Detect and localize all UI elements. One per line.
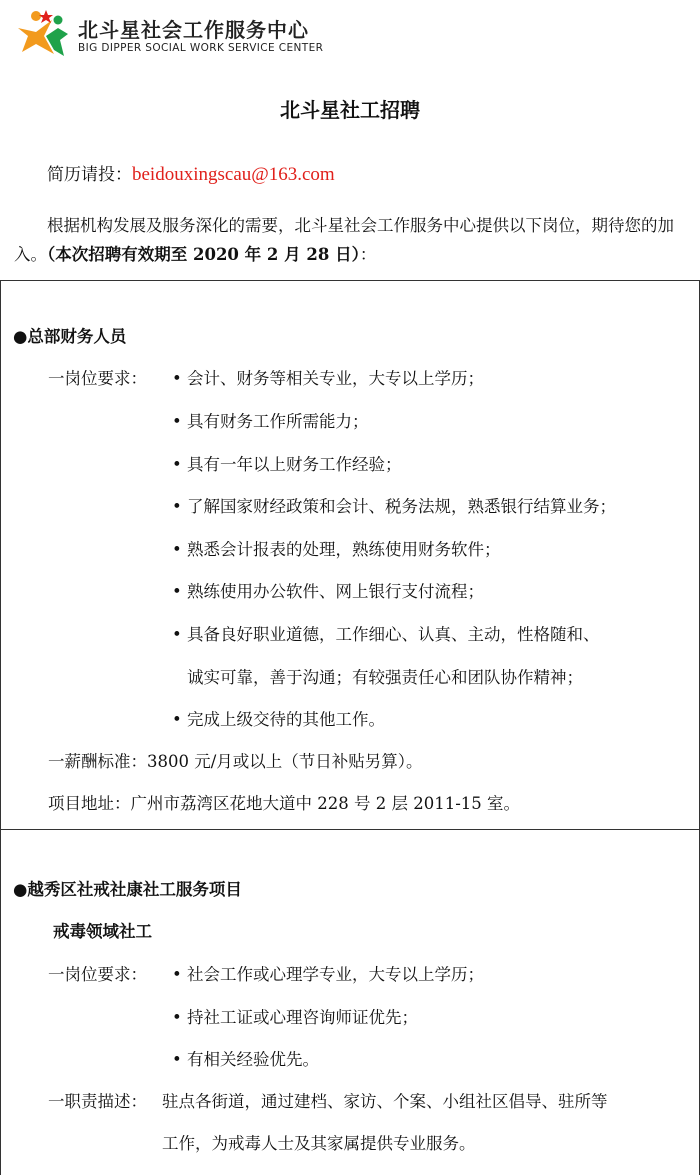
star-figures-logo-icon (14, 6, 70, 62)
section-heading: ●总部财务人员 (13, 327, 127, 346)
requirements-label: 一岗位要求： (48, 965, 147, 984)
intro-tail: ： (359, 245, 377, 264)
org-logo (14, 6, 374, 62)
requirement-item: • 持社工证或心理咨询师证优先； (172, 1008, 418, 1027)
section-yuexiu-project (0, 829, 700, 1175)
address-line: 项目地址：广州市荔湾区花地大道中 228 号 2 层 2011-15 室。 (48, 794, 521, 813)
org-name-en: BIG DIPPER SOCIAL WORK SERVICE CENTER (78, 42, 324, 54)
requirement-item: • 有相关经验优先。 (172, 1050, 319, 1069)
requirement-item: • 了解国家财经政策和会计、税务法规，熟悉银行结算业务； (172, 497, 616, 516)
intro-paragraph (14, 211, 694, 269)
requirement-item: • 完成上级交待的其他工作。 (172, 710, 385, 729)
resume-line (47, 160, 335, 186)
org-name-cn: 北斗星社会工作服务中心 (78, 18, 309, 42)
section-finance (0, 280, 700, 830)
page-title: 北斗星社工招聘 (280, 98, 420, 122)
position-title: 戒毒领域社工 (53, 922, 152, 941)
duty-text-continued: 工作，为戒毒人士及其家属提供专业服务。 (162, 1134, 476, 1153)
requirement-item: • 熟练使用办公软件、网上银行支付流程； (172, 582, 484, 601)
requirements-label: 一岗位要求： (48, 369, 147, 388)
requirement-item: • 社会工作或心理学专业，大专以上学历； (172, 965, 484, 984)
requirement-item: • 具有一年以上财务工作经验； (172, 455, 402, 474)
intro-validity: （本次招聘有效期至 2020 年 2 月 28 日） (47, 245, 360, 264)
duty-label: 一职责描述： (48, 1092, 147, 1111)
intro-text: 根据机构发展及服务深化的需要，北斗星社会工作服务中心提供以下岗位，期待您的加入。 (14, 216, 674, 264)
duty-text: 驻点各街道，通过建档、家访、个案、小组社区倡导、驻所等 (162, 1092, 608, 1111)
requirement-item: • 具有财务工作所需能力； (172, 412, 369, 431)
resume-email-link[interactable]: beidouxingscau@163.com (132, 164, 335, 185)
resume-label: 简历请投： (47, 165, 132, 185)
requirement-item: • 会计、财务等相关专业，大专以上学历； (172, 369, 484, 388)
section-heading: ●越秀区社戒社康社工服务项目 (13, 880, 242, 899)
requirement-item: • 具备良好职业道德，工作细心、认真、主动，性格随和、 (172, 625, 600, 644)
requirement-item-continued: 诚实可靠，善于沟通；有较强责任心和团队协作精神； (187, 668, 583, 687)
requirement-item: • 熟悉会计报表的处理，熟练使用财务软件； (172, 540, 501, 559)
salary-line: 一薪酬标准：3800 元/月或以上（节日补贴另算）。 (48, 752, 423, 771)
